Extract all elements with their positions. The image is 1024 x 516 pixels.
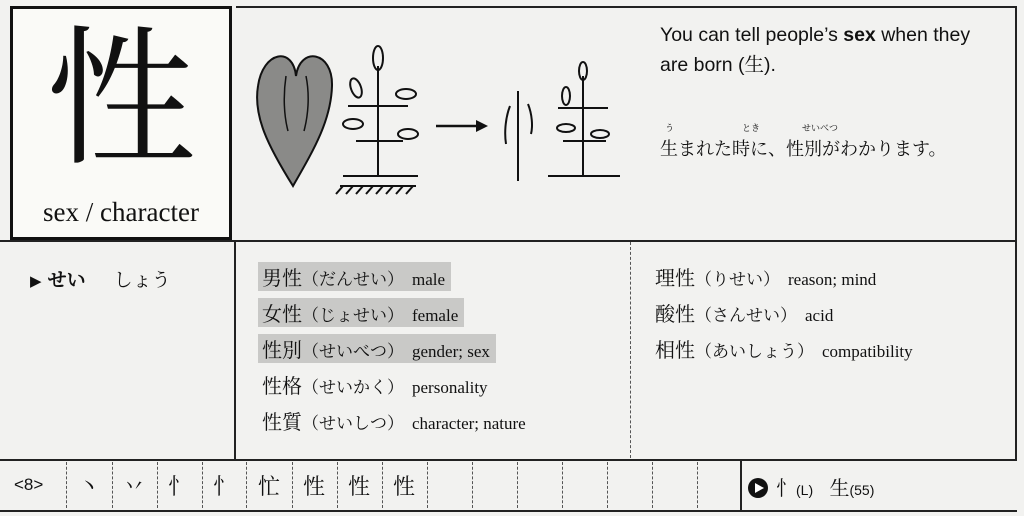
vocab-item (258, 298, 526, 334)
top-border (236, 6, 1016, 8)
stroke-row-bottom (0, 510, 1017, 512)
kanji-meaning: sex / character (43, 197, 199, 227)
stroke-divider (427, 462, 428, 508)
stroke-step: 忄 (167, 475, 190, 500)
stroke-divider (157, 462, 158, 508)
vocab-item (655, 334, 913, 370)
furigana-seibetsu: せいべつ (802, 124, 839, 134)
vocab-word: 酸性 (655, 302, 695, 326)
vocab-reading: （せいべつ） (302, 342, 404, 362)
stroke-step: 忙 (257, 475, 280, 500)
vocab-reading: （じょせい） (302, 306, 404, 326)
heart-icon (257, 56, 332, 186)
vocab-reading: （りせい） (695, 270, 780, 290)
vocab-reading: （だんせい） (302, 270, 404, 290)
column-divider-1 (234, 240, 236, 460)
related-kanji: 生 (829, 476, 850, 500)
vocab-item (655, 298, 913, 334)
stroke-divider (472, 462, 473, 508)
related-kanji-number: (55) (849, 482, 875, 498)
vocab-item (258, 370, 526, 406)
vocab-item (258, 334, 526, 370)
vocab-english: female (412, 306, 459, 325)
kanji-character: 性 (45, 13, 196, 187)
section-divider (0, 240, 1017, 242)
vocab-word: 理性 (655, 266, 695, 290)
top-right-border (1015, 6, 1017, 460)
vocab-english: compatibility (822, 342, 913, 361)
stroke-divider (562, 462, 563, 508)
vocab-reading: （せいしつ） (302, 414, 404, 434)
stroke-step: 忄 (212, 475, 235, 500)
plant-icon (336, 46, 418, 194)
mnemonic-illustration (248, 36, 648, 196)
vocab-english: reason; mind (788, 270, 877, 289)
stroke-divider (202, 462, 203, 508)
vocab-item (258, 406, 526, 442)
vocab-english: personality (412, 378, 488, 397)
radical-label: (L) (796, 482, 814, 498)
explanation-text-2: when they are born (生). (660, 24, 971, 76)
vocab-word: 相性 (655, 338, 695, 362)
stroke-divider (697, 462, 698, 508)
stroke-row-top (0, 459, 1017, 461)
stroke-step: 性 (302, 475, 325, 500)
related-divider (740, 460, 742, 510)
explanation-keyword: sex (843, 24, 876, 46)
stroke-divider (112, 462, 113, 508)
stroke-divider (337, 462, 338, 508)
vocab-word: 性格 (262, 374, 302, 398)
readings (30, 265, 171, 292)
vocab-reading: （あいしょう） (695, 342, 814, 362)
stroke-divider (607, 462, 608, 508)
vocab-item (258, 262, 526, 298)
stroke-divider (292, 462, 293, 508)
stroke-count: <8> (14, 475, 44, 494)
related-components (748, 472, 874, 501)
column-divider-2 (630, 242, 631, 458)
stroke-step: 性 (392, 475, 415, 500)
vocab-english: male (412, 270, 446, 289)
stroke-divider (517, 462, 518, 508)
vocab-english: acid (805, 306, 834, 325)
on-reading: せい (47, 269, 86, 291)
kun-reading: しょう (113, 269, 171, 291)
stroke-divider (66, 462, 67, 508)
kanji-box (10, 6, 232, 240)
radical: 忄 (776, 476, 796, 500)
vocab-word: 性別 (262, 338, 302, 362)
stylized-kanji-icon (505, 62, 620, 181)
stroke-step: 丷 (122, 475, 145, 500)
vocab-item (655, 262, 913, 298)
explanation-japanese-text: 生まれた時に、性別がわかります。 (660, 139, 947, 160)
furigana-line (660, 113, 1000, 135)
furigana-toki: とき (742, 124, 761, 134)
explanation-english (660, 20, 1000, 80)
reading-marker-icon: ▶ (30, 272, 42, 290)
vocab-list-main (258, 262, 526, 442)
arrow-icon (436, 120, 488, 132)
play-icon (748, 478, 768, 498)
stroke-step: 性 (347, 475, 370, 500)
furigana-u: う (665, 124, 675, 134)
explanation-japanese (660, 113, 1000, 161)
stroke-step: 丶 (77, 475, 100, 500)
vocab-reading: （さんせい） (695, 306, 797, 326)
stroke-divider (652, 462, 653, 508)
stroke-divider (246, 462, 247, 508)
vocab-word: 女性 (262, 302, 302, 326)
vocab-word: 男性 (262, 266, 302, 290)
vocab-list-extra (655, 262, 913, 370)
vocab-english: character; nature (412, 414, 526, 433)
vocab-reading: （せいかく） (302, 378, 404, 398)
explanation-text-1: You can tell people’s (660, 24, 844, 46)
vocab-english: gender; sex (412, 342, 490, 361)
vocab-word: 性質 (262, 410, 302, 434)
stroke-divider (382, 462, 383, 508)
